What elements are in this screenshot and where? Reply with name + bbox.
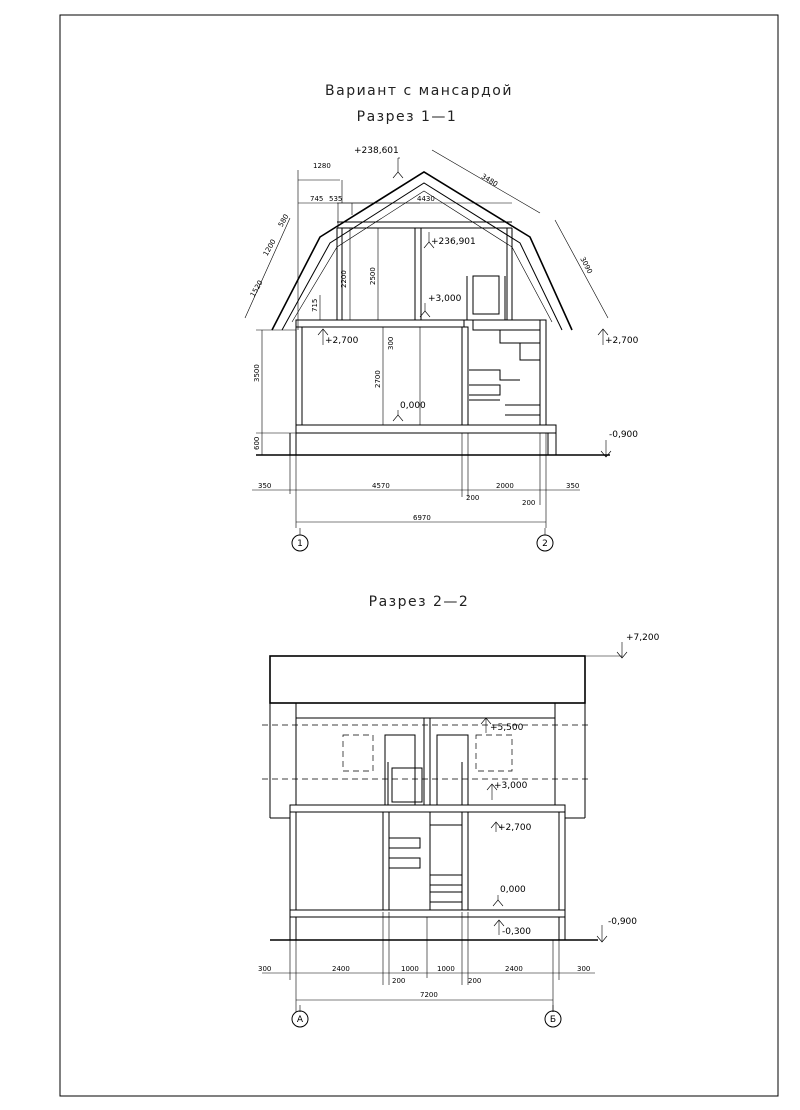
dim-1200: 1200 [261, 238, 278, 258]
dim-1520: 1520 [248, 279, 265, 299]
dim-2700: 2700 [374, 370, 382, 388]
wall-mid [462, 327, 468, 425]
floor-slab-2 [290, 910, 565, 917]
wall-right [540, 320, 546, 425]
window-right-dashed [476, 735, 512, 771]
roof-block [270, 656, 585, 703]
dim-200-right: 200 [522, 499, 536, 507]
level2-floor: 0,000 [500, 885, 526, 895]
dim-1280: 1280 [313, 162, 331, 170]
stair-window [392, 768, 422, 802]
dim-580: 580 [276, 212, 291, 229]
variant-title: Вариант с мансардой [325, 83, 513, 99]
slab-1 [296, 320, 464, 327]
axis-1-label: 1 [297, 539, 303, 549]
axis-a-label: А [296, 1015, 304, 1025]
dim-300: 300 [387, 336, 395, 350]
floor-slab [296, 425, 556, 433]
level-eave-right: +2,700 [605, 336, 639, 346]
sheet-frame [60, 15, 778, 1096]
dim2-7200: 7200 [420, 991, 438, 999]
dim-3090: 3090 [578, 255, 594, 276]
level2-top: +7,200 [626, 633, 660, 643]
level2-attic-floor: +3,000 [494, 781, 528, 791]
slab-2 [290, 805, 565, 812]
level-eave-left: +2,700 [325, 336, 359, 346]
wall-c [383, 812, 389, 910]
section1-drawing [245, 150, 611, 551]
roof-inner [282, 183, 562, 330]
section2-title: Разрез 2—2 [368, 594, 470, 610]
dim2-1000-b: 1000 [437, 965, 455, 973]
stairs-1 [469, 320, 540, 415]
dim-2200: 2200 [340, 270, 348, 288]
level-attic-ceiling: +236,901 [431, 237, 476, 247]
stairs-2 [389, 812, 462, 910]
dim-4430: 4430 [417, 195, 435, 203]
dim2-2400-left: 2400 [332, 965, 350, 973]
dim-4570: 4570 [372, 482, 390, 490]
wall-d [462, 812, 468, 910]
dim2-300-left: 300 [258, 965, 272, 973]
section1-title: Разрез 1—1 [356, 109, 458, 125]
wall-left [296, 327, 302, 425]
roof-rafter [292, 191, 552, 322]
level2-ceiling: +2,700 [498, 823, 532, 833]
attic-window [473, 276, 499, 314]
wall-b [559, 812, 565, 910]
dim-3480: 3480 [479, 172, 500, 189]
dim-3500: 3500 [253, 364, 261, 382]
dim-6970: 6970 [413, 514, 431, 522]
dim-2000: 2000 [496, 482, 514, 490]
level-ground: -0,900 [609, 430, 639, 440]
dim2-200-a: 200 [392, 977, 406, 985]
dim-600: 600 [253, 436, 261, 450]
dim2-1000-a: 1000 [401, 965, 419, 973]
level2-ground: -0,900 [608, 917, 638, 927]
axis-2-label: 2 [542, 539, 548, 549]
level2-attic-ceiling: +5,500 [490, 723, 524, 733]
dim-535: 535 [329, 195, 343, 203]
dim2-2400-right: 2400 [505, 965, 523, 973]
dim-350-right: 350 [566, 482, 580, 490]
dim-200-mid: 200 [466, 494, 480, 502]
level-attic-floor: +3,000 [428, 294, 462, 304]
dim2-300-right: 300 [577, 965, 591, 973]
level-ridge: +238,601 [354, 146, 399, 156]
dim-745: 745 [310, 195, 324, 203]
dim-715: 715 [311, 298, 319, 312]
level-floor: 0,000 [400, 401, 426, 411]
wall-a [290, 812, 296, 910]
section1-labels [249, 146, 639, 549]
dim2-200-b: 200 [468, 977, 482, 985]
dim-2500: 2500 [369, 267, 377, 285]
dim-350-left: 350 [258, 482, 272, 490]
axis-b-label: Б [549, 1015, 557, 1025]
section2-labels [258, 633, 660, 1025]
window-left-dashed [343, 735, 373, 771]
level2-base: -0,300 [502, 927, 532, 937]
